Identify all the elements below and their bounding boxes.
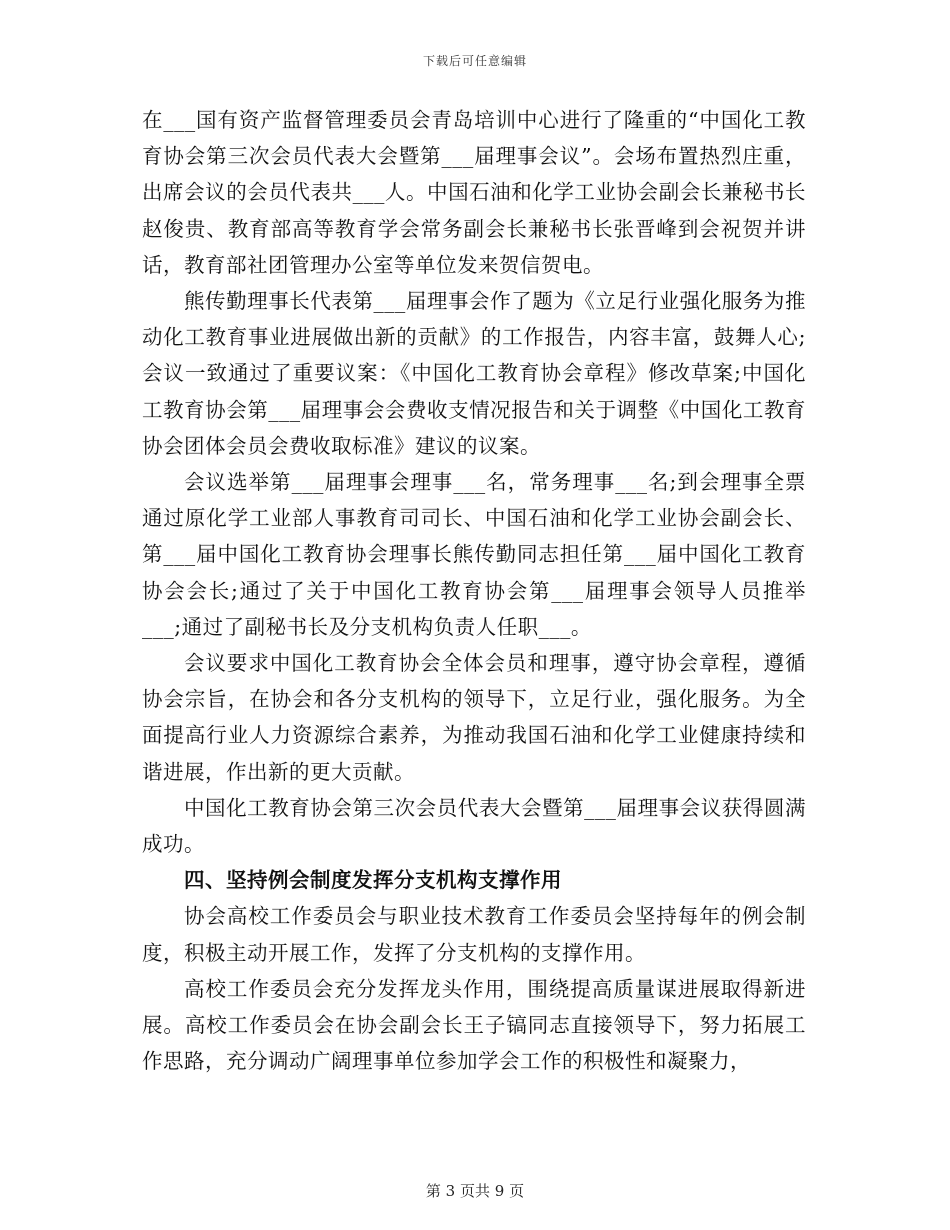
paragraph-university-committee: 高校工作委员会充分发挥龙头作用，围绕提高质量谋进展取得新进展。高校工作委员会在协会副会长王子镐同志直接领导下，努力拓展工作思路，充分调动广阔理事单位参加学会工作的积极性和凝聚力， [142, 976, 806, 1074]
paragraph-requirements: 会议要求中国化工教育协会全体会员和理事，遵守协会章程，遵循协会宗旨，在协会和各分支机构的领导下，立足行业，强化服务。为全面提高行业人力资源综合素养，为推动我国石油和化学工业健康持续和谐进展，作出新的更大贡献。 [142, 651, 806, 784]
paragraph-election: 会议选举第___届理事会理事___名，常务理事___名;到会理事全票通过原化学工业部人事教育司司长、中国石油和化学工业协会副会长、第___届中国化工教育协会理事长熊传勤同志担任第___届中国化工教育协会会长;通过了关于中国化工教育协会第___届理事会领导人员推举___;通过了副秘书长及分支机构负责人任职___。 [142, 470, 806, 639]
paragraph-work-report: 熊传勤理事长代表第___届理事会作了题为《立足行业强化服务为推动化工教育事业进展做出新的贡献》的工作报告，内容丰富，鼓舞人心;会议一致通过了重要议案：《中国化工教育协会章程》修改草案;中国化工教育协会第___届理事会会费收支情况报告和关于调整《中国化工教育协会团体会员会费收取标准》建议的议案。 [142, 289, 806, 458]
page-header: 下载后可任意编辑 [422, 54, 527, 68]
paragraph-success: 中国化工教育协会第三次会员代表大会暨第___届理事会议获得圆满成功。 [142, 795, 806, 857]
paragraph-regular-meetings: 协会高校工作委员会与职业技术教育工作委员会坚持每年的例会制度，积极主动开展工作，发挥了分支机构的支撑作用。 [142, 904, 806, 965]
section-heading: 四、坚持例会制度发挥分支机构支撑作用 [184, 868, 562, 893]
document-body [142, 102, 806, 1079]
page-number-footer: 第 3 页共 9 页 [425, 1182, 525, 1200]
paragraph-meeting-venue: 在___国有资产监督管理委员会青岛培训中心进行了隆重的“中国化工教育协会第三次会员代表大会暨第___届理事会议”。会场布置热烈庄重，出席会议的会员代表共___人。中国石油和化学工业协会副会长兼秘书长赵俊贵、教育部高等教育学会常务副会长兼秘书长张晋峰到会祝贺并讲话，教育部社团管理办公室等单位发来贺信贺电。 [142, 108, 806, 277]
